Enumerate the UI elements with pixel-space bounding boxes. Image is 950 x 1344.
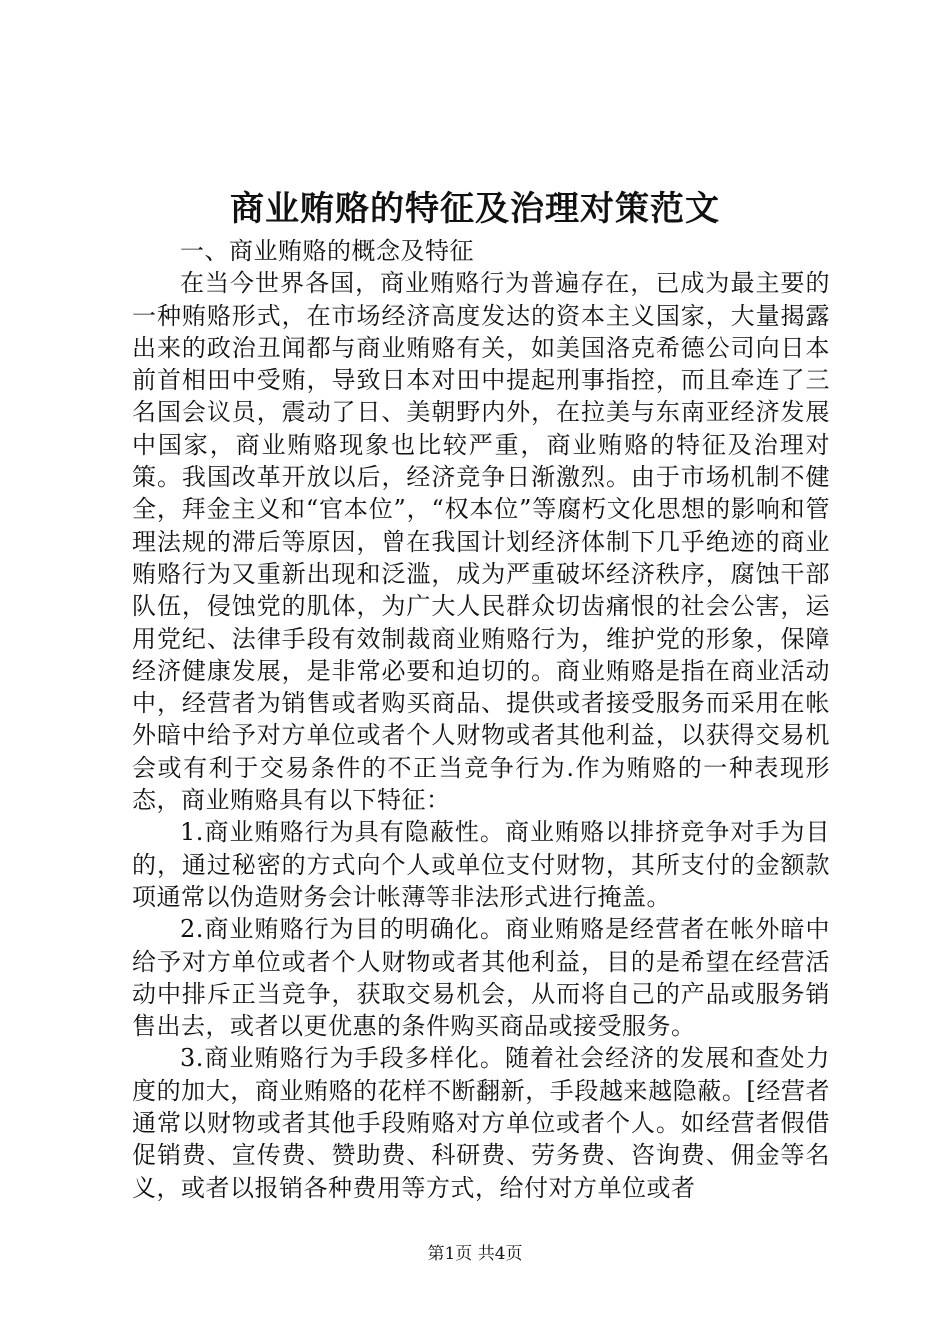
document-body bbox=[132, 235, 830, 1204]
body-paragraph: 2.商业贿赂行为目的明确化。商业贿赂是经营者在帐外暗中给予对方单位或者个人财物或者其他利益，目的是希望在经营活动中排斥正当竞争，获取交易机会，从而将自己的产品或服务销售出去，或者以更优惠的条件购买商品或接受服务。 bbox=[132, 915, 830, 1041]
page-footer: 第1页 共4页 bbox=[427, 1244, 523, 1264]
document-title: 商业贿赂的特征及治理对策范文 bbox=[230, 189, 720, 229]
body-paragraph: 1.商业贿赂行为具有隐蔽性。商业贿赂以排挤竞争对手为目的，通过秘密的方式向个人或单位支付财物，其所支付的金额款项通常以伪造财务会计帐薄等非法形式进行掩盖。 bbox=[132, 818, 830, 911]
section-heading: 一、商业贿赂的概念及特征 bbox=[180, 237, 474, 265]
body-paragraph: 在当今世界各国，商业贿赂行为普遍存在，已成为最主要的一种贿赂形式，在市场经济高度发达的资本主义国家，大量揭露出来的政治丑闻都与商业贿赂有关，如美国洛克希德公司向日本前首相田中受贿，导致日本对田中提起刑事指控，而且牵连了三名国会议员，震动了日、美朝野内外，在拉美与东南亚经济发展中国家，商业贿赂现象也比较严重，商业贿赂的特征及治理对策。我国改革开放以后，经济竞争日渐激烈。由于市场机制不健全，拜金主义和“官本位”，“权本位”等腐朽文化思想的影响和管理法规的滞后等原因，曾在我国计划经济体制下几乎绝迹的商业贿赂行为又重新出现和泛滥，成为严重破坏经济秩序，腐蚀干部队伍，侵蚀党的肌体，为广大人民群众切齿痛恨的社会公害，运用党纪、法律手段有效制裁商业贿赂行为，维护党的形象，保障经济健康发展，是非常必要和迫切的。商业贿赂是指在商业活动中，经营者为销售或者购买商品、提供或者接受服务而采用在帐外暗中给予对方单位或者个人财物或者其他利益，以获得交易机会或有利于交易条件的不正当竞争行为.作为贿赂的一种表现形态，商业贿赂具有以下特征： bbox=[132, 269, 830, 815]
body-paragraph: 3.商业贿赂行为手段多样化。随着社会经济的发展和查处力度的加大，商业贿赂的花样不断翻新，手段越来越隐蔽。[经营者通常以财物或者其他手段贿赂对方单位或者个人。如经营者假借促销费、宣传费、赞助费、科研费、劳务费、咨询费、佣金等名义，或者以报销各种费用等方式，给付对方单位或者 bbox=[132, 1044, 830, 1202]
